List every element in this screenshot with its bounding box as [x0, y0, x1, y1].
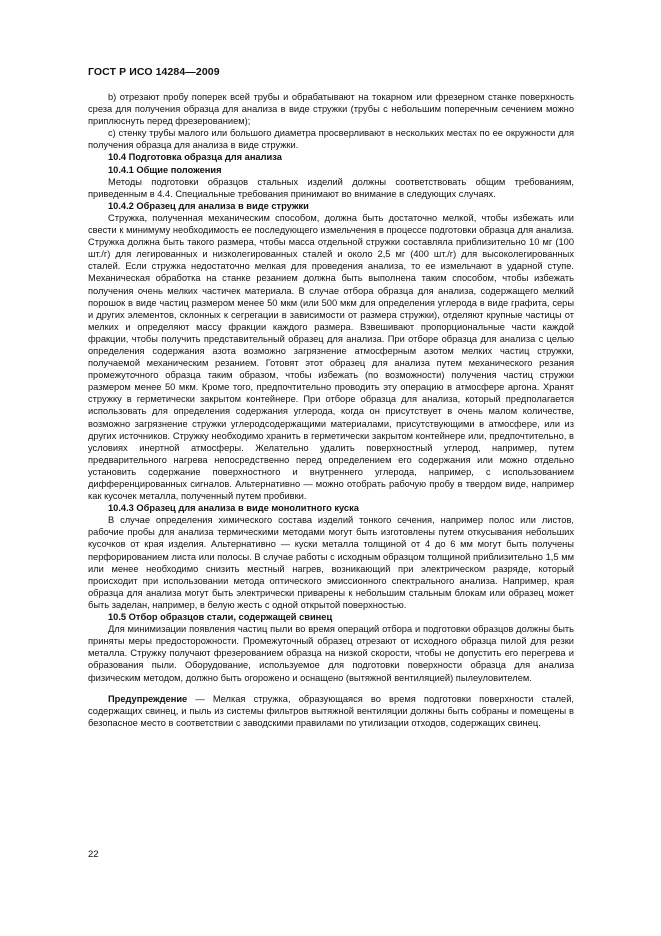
subsection-heading-10-4-2: 10.4.2 Образец для анализа в виде стружки: [108, 200, 309, 211]
section-heading-10-5: 10.5 Отбор образцов стали, содержащей свинец: [108, 612, 333, 623]
document-header: ГОСТ Р ИСО 14284—2009: [88, 66, 220, 78]
paragraph-general-provisions: Методы подготовки образцов стальных изделий должны соответствовать общим требованиям, приведенным в 4.4. Специальные требования принимают во внимание в следующих случаях.: [88, 176, 574, 199]
list-item-b: b) отрезают пробу поперек всей трубы и обрабатывают на токарном или фрезерном станке поверхность среза для получения образца для анализа в виде стружки (трубы с небольшим поперечным сечением можно приплюснуть перед фрезерованием);: [88, 92, 574, 127]
document-body: [88, 91, 574, 729]
subsection-heading-10-4-3: 10.4.3 Образец для анализа в виде монолитного куска: [108, 503, 359, 514]
paragraph-lead-steel: Для минимизации появления частиц пыли во время операций отбора и подготовки образцов должны быть приняты меры предосторожности. Промежуточный образец отрезают от исходного образца пилой для резки металла. Стружку получают фрезерованием образца на низкой скорости, чтобы не допустить его перегрева и образования пыли. Оборудование, используемое для подготовки поверхности образца для анализа физическим методом, должно быть огорожено и оснащено (вытяжной вентиляцией) пылеуловителем.: [88, 624, 574, 683]
list-item-c: c) стенку трубы малого или большого диаметра просверливают в нескольких местах по ее окружности для получения образца для анализа в виде стружки.: [88, 128, 574, 151]
paragraph-solid-sample: В случае определения химического состава изделий тонкого сечения, например полос или листов, рабочие пробы для анализа термическими методами могут быть изготовлены путем откусывания небольших кусочков от края изделия. Альтернативно — куски металла толщиной от 4 до 6 мм могут быть получены перфорированием листа или полосы. В случае работы с исходным образцом толщиной приблизительно 1,5 мм или менее необходимо снизить местный нагрев, возникающий при электрическом разряде, который происходит при использовании метода оптического эмиссионного спектрального анализа. Например, края образца для анализа могут быть электрически приварены к небольшим стальным блокам или образец может быть заделан, например, в белую жесть с одной открытой поверхностью.: [88, 515, 574, 610]
section-heading-10-4: 10.4 Подготовка образца для анализа: [108, 152, 282, 163]
warning-text: — Мелкая стружка, образующаяся во время подготовки поверхности сталей, содержащих свинец, и пыль из системы фильтров вытяжной вентиляции должны быть собраны и помещены в безопасное место в соответствии с заводскими правилами по утилизации отходов, содержащих свинец.: [88, 693, 574, 728]
warning-label: Предупреждение: [108, 693, 188, 704]
subsection-heading-10-4-1: 10.4.1 Общие положения: [108, 164, 222, 175]
paragraph-chip-sample: Стружка, полученная механическим способом, должна быть достаточно мелкой, чтобы избежать или свести к минимуму необходимость ее последующего измельчения в процессе подготовки образца для анализа. Стружка должна быть такого размера, чтобы масса отдельной стружки составляла приблизительно 10 мг (100 шт./г) для легированных и низколегированных сталей и около 2,5 мг (400 шт./г) для высоколегированных сталей. Если стружка недостаточно мелкая для проведения анализа, то ее измельчают в ударной ступе. Механическая обработка на станке резанием должна быть выполнена таким способом, чтобы избежать получения очень мелких частичек материала. В случае отбора образца для анализа, содержащего мелкий порошок в виде частиц размером менее 50 мкм (или 500 мкм для определения углерода в виде графита, серы и других элементов, склонных к сегрегации в зависимости от размера стружки), отделяют крупные частицы от мелких и определяют массу фракции каждого размера. Взвешивают пропорциональные части каждой фракции, чтобы получить представительный образец для анализа. При отборе образца для анализа с целью определения содержания азота возможно загрязнение атмосферным азотом мелких частиц стружки, получаемой механическим резанием. Готовят этот образец для анализа путем механического резания промежуточного образца таким образом, чтобы избежать (по возможности) получения частиц стружки размером менее 50 мкм. Кроме того, предпочтительно проводить эту операцию в атмосфере аргона. Хранят стружку в герметически закрытом контейнере. При отборе образца для анализа, который предполагается использовать для определения содержания углерода, когда он присутствует в очень малом количестве, возможно загрязнение стружки углеродсодержащими материалами, присутствующими в атмосфере, или из других источников. Стружку необходимо хранить в герметически закрытом контейнере или, предпочтительно, в условиях инертной атмосферы. Желательно удалить поверхностный углерод, например, путем предварительного нагрева непосредственно перед определением его содержания или можно отдельно установить содержание поверхностного и внутреннего углерода, например, с использованием дифференцированных сигналов. Альтернативно — можно отобрать рабочую пробу в твердом виде, например как кусочек металла, полученный путем пробивки.: [88, 212, 574, 502]
warning-paragraph: [88, 693, 574, 729]
page-number: 22: [88, 849, 99, 860]
